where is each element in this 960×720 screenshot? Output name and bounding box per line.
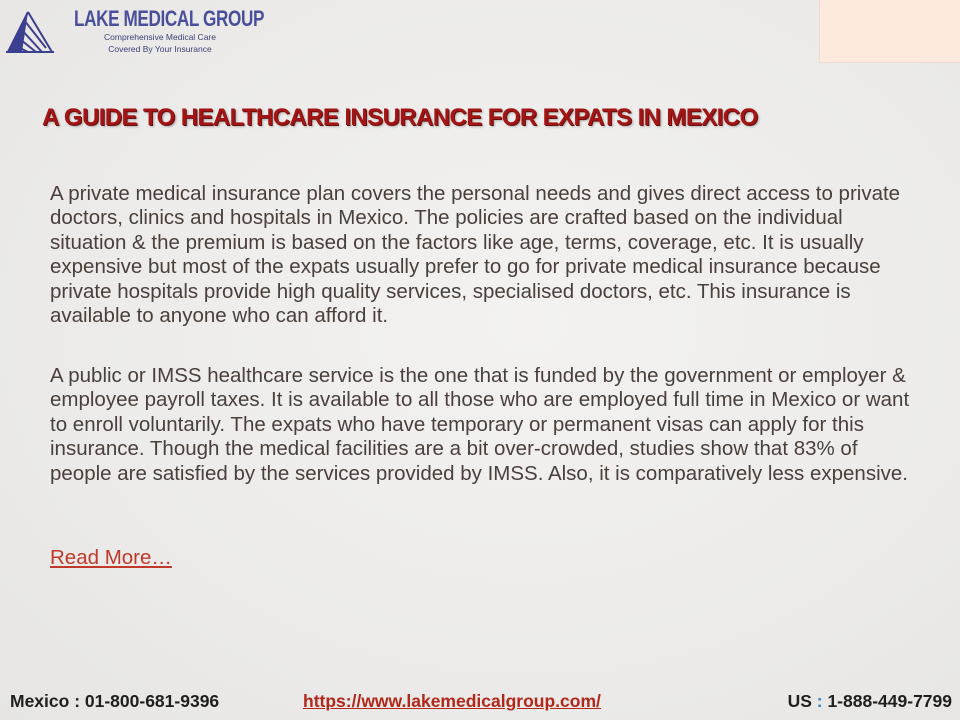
us-phone-group (788, 691, 952, 712)
paragraph-private-insurance: A private medical insurance plan covers the personal needs and gives direct access to private doctors, clinics and hospitals in Mexico. The policies are crafted based on the individual situation & the premium is based on the factors like age, terms, coverage, etc. It is usually expensive but most of the expats usually prefer to go for private medical insurance because private hospitals provide high quality services, specialised doctors, etc. This insurance is available to anyone who can afford it. (50, 182, 901, 328)
lake-medical-group-logo[interactable] (0, 0, 265, 62)
pyramid-logo-icon (2, 8, 56, 54)
us-phone: 1-888-449-7799 (827, 691, 952, 711)
paragraph-public-imss: A public or IMSS healthcare service is the one that is funded by the government or employer & employee payroll taxes. It is available to all those who are employed full time in Mexico or want to enroll voluntarily. The expats who have temporary or permanent visas can apply for this insurance. Though the medical facilities are a bit over-crowded, studies show that 83% of people are satisfied by the services provided by IMSS. Also, it is comparatively less expensive. (50, 364, 910, 485)
mexico-phone: Mexico : 01-800-681-9396 (10, 691, 220, 711)
read-more-link[interactable]: Read More… (50, 546, 172, 569)
brand-tagline-line2: Covered By Your Insurance (108, 44, 212, 54)
page-title: A GUIDE TO HEALTHCARE INSURANCE FOR EXPATS IN MEXICO (42, 104, 758, 132)
brand-tagline-line1: Comprehensive Medical Care (104, 32, 216, 42)
us-separator: : (816, 691, 823, 711)
footer-bar (0, 688, 960, 718)
us-label: US (787, 691, 812, 711)
brand-name: LAKE MEDICAL GROUP (74, 6, 265, 31)
corner-accent-panel (819, 0, 960, 63)
website-link[interactable]: https://www.lakemedicalgroup.com/ (303, 691, 601, 711)
